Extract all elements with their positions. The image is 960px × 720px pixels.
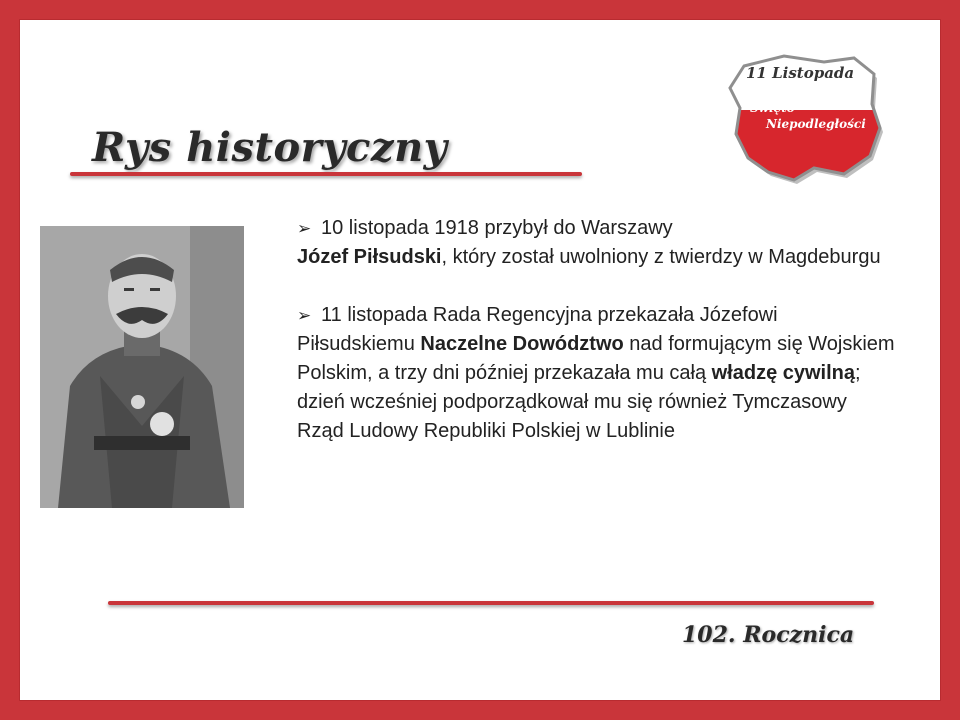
- paragraph-1-text: 10 listopada 1918 przybył do Warszawy: [321, 217, 673, 239]
- title-underline: [70, 172, 582, 176]
- badge-caption: [750, 100, 866, 132]
- badge-date: 11 Listopada: [746, 64, 855, 82]
- paragraph-1: [297, 214, 897, 272]
- arrow-bullet-icon: ➢: [297, 306, 312, 325]
- footer-underline: [108, 601, 874, 605]
- paragraph-2-bold-2: władzę cywilną: [711, 362, 856, 384]
- badge-caption-line2: Niepodległości: [766, 117, 866, 131]
- portrait-photo: [40, 226, 244, 508]
- portrait-figure-icon: [40, 226, 244, 508]
- badge-caption-line1: Święto: [750, 101, 795, 115]
- content-text: [297, 214, 897, 446]
- paragraph-2-bold-1: Naczelne Dowództwo: [420, 333, 624, 355]
- paragraph-2: [297, 301, 897, 446]
- paragraph-2-text-2: nad formującym się Wojskiem Polskim, a trzy dni później przekazała mu całą: [297, 333, 895, 384]
- paragraph-1-bold: Józef Piłsudski: [297, 246, 442, 268]
- paragraph-2-text: 11 listopada Rada Regencyjna przekazała Józefowi Piłsudskiemu: [297, 304, 778, 355]
- slide-title: Rys historyczny: [92, 124, 448, 171]
- footer-anniversary: 102. Rocznica: [682, 622, 855, 648]
- arrow-bullet-icon: ➢: [297, 219, 312, 238]
- paragraph-2-text-3: ; dzień wcześniej podporządkował mu się również Tymczasowy Rząd Ludowy Republiki Polskiej w Lublinie: [297, 362, 861, 442]
- paragraph-1-rest: , który został uwolniony z twierdzy w Magdeburgu: [441, 246, 881, 268]
